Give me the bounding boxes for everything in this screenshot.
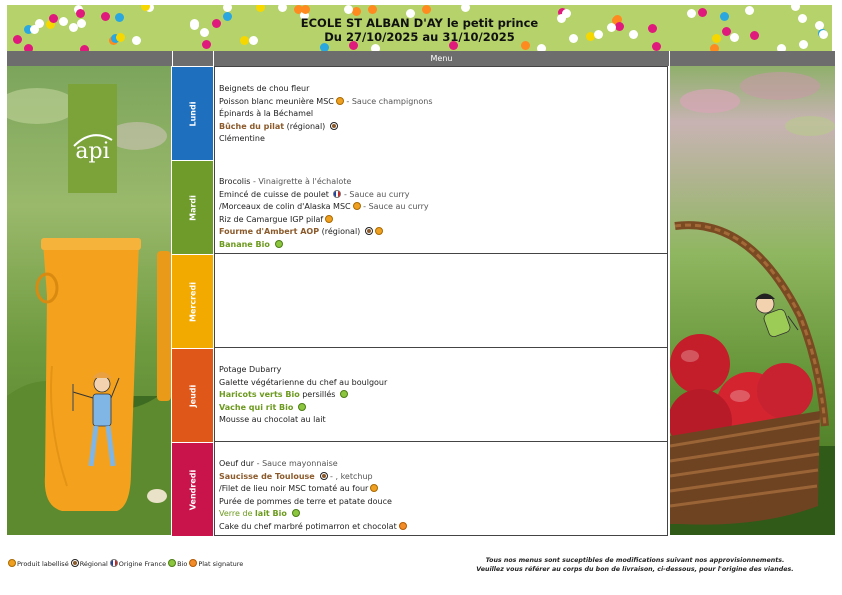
menu-item [219, 83, 663, 96]
menu-item [219, 96, 663, 109]
regional-badge-icon [71, 559, 79, 567]
legend-label: Origine France [118, 560, 167, 568]
dish-text: Galette végétarienne du chef au boulgour [219, 377, 388, 387]
menu-item [219, 483, 663, 496]
menu-cell-mercredi [214, 254, 668, 348]
week-dates: Du 27/10/2025 au 31/10/2025 [324, 30, 515, 44]
menu-item [219, 521, 663, 534]
sauce-text: - Sauce champignons [343, 96, 433, 106]
bio-text: Banane Bio [219, 239, 273, 249]
legend-item [168, 559, 187, 568]
menu-cell-vendredi [214, 442, 668, 536]
legend-label: Régional [79, 560, 108, 568]
regional-badge-icon [330, 122, 338, 130]
menu-item [219, 496, 663, 509]
right-photo-panel [670, 66, 835, 535]
disclaimer-line: Veuillez vous référer au corps du bon de livraison, ci-dessous, pour l'origine des viandes. [476, 566, 794, 573]
bio-badge-icon [298, 403, 306, 411]
sauce-text: - Sauce au curry [360, 202, 429, 212]
menu-cell-lundi [214, 66, 668, 161]
dish-text: Potage Dubarry [219, 365, 282, 374]
disclaimer [440, 556, 830, 574]
day-name: Mercredi [188, 281, 197, 322]
menu-header-bar [7, 51, 835, 66]
decorative-dot [745, 6, 754, 15]
plain-bio-text: Verre de [219, 509, 256, 519]
menu-item [219, 176, 663, 189]
day-name: Lundi [188, 101, 197, 126]
dish-text: (régional) [284, 121, 328, 131]
regional-text: Saucisse de Toulouse [219, 471, 318, 481]
bio-badge-icon [340, 390, 348, 398]
menu-item [219, 389, 663, 402]
regional-badge-icon [320, 472, 328, 480]
dish-text: Épinards à la Béchamel [219, 109, 314, 119]
dish-text: Riz de Camargue IGP pilaf [219, 214, 324, 224]
sauce-text: - Sauce mayonnaise [254, 459, 338, 468]
legend-item [110, 559, 166, 568]
disclaimer-line: Tous nos menus sont suceptibles de modifications suivant nos approvisionnements. [485, 557, 785, 564]
sauce-text: - Vinaigrette à l'échalote [250, 177, 352, 186]
france-badge-icon [110, 559, 118, 567]
menu-item [219, 201, 663, 214]
signature-badge-icon [189, 559, 197, 567]
legend-item [71, 559, 108, 568]
day-name: Vendredi [188, 469, 197, 510]
header-banner [7, 5, 832, 51]
regional-text: Bûche du pilat [219, 121, 285, 131]
menu-cell-jeudi [214, 348, 668, 442]
legend-label: Plat signature [198, 560, 244, 568]
dish-text: Mousse au chocolat au lait [219, 415, 326, 425]
dish-text: Cake du chef marbré potimarron et chocolat [219, 521, 397, 531]
menu-bar-divider [172, 51, 173, 66]
dish-text: /Filet de lieu noir MSC tomaté au four [219, 484, 369, 494]
menu-item [219, 239, 663, 252]
sauce-text: - , ketchup [327, 471, 373, 481]
menu-item [219, 133, 663, 146]
label-badge-icon [8, 559, 16, 567]
decorative-dot [320, 43, 329, 51]
dish-text: Oeuf dur [219, 459, 255, 468]
bio-text: Haricots verts Bio [219, 390, 300, 400]
decorative-dot [461, 5, 470, 12]
day-label-lundi [172, 67, 213, 160]
decorative-dot [223, 5, 232, 12]
decorative-dot [344, 5, 353, 14]
label-badge-icon [336, 97, 344, 105]
decorative-dot [777, 44, 786, 51]
menu-item [219, 364, 663, 377]
day-label-mardi [172, 161, 213, 254]
day-label-jeudi [172, 349, 213, 442]
bio-badge-icon [275, 240, 283, 248]
day-label-vendredi [172, 443, 213, 536]
menu-header-label: Menu [430, 54, 453, 63]
label-badge-icon [353, 202, 361, 210]
decorative-dot [710, 44, 719, 51]
menu-item [219, 471, 663, 484]
decorative-dot [278, 5, 287, 12]
dish-text: Clémentine [219, 134, 265, 144]
menu-item [219, 458, 663, 471]
logo-text: api [75, 139, 110, 164]
legend-label: Produit labellisé [17, 560, 69, 568]
legend [8, 559, 245, 568]
dish-text: persillés [299, 390, 338, 400]
legend-label: Bio [177, 560, 188, 568]
menu-item [219, 414, 663, 427]
menu-item [219, 377, 663, 390]
label-badge-icon [370, 484, 378, 492]
decorative-dot [24, 44, 33, 51]
regional-badge-icon [365, 227, 373, 235]
decorative-dot [422, 5, 431, 14]
decorative-dot [256, 5, 265, 12]
regional-text: Fourme d'Ambert AOP [219, 227, 320, 237]
bio-text: lait Bio [255, 509, 290, 519]
day-label-mercredi [172, 255, 213, 348]
day-name: Mardi [188, 194, 197, 221]
menu-item [219, 189, 663, 202]
dish-text: Brocolis [219, 177, 251, 186]
header-title [7, 16, 832, 44]
apple-basket-illustration [670, 66, 835, 535]
legend-item [189, 559, 243, 568]
school-name: ECOLE ST ALBAN D'AY le petit prince [300, 16, 539, 30]
bio-text: Vache qui rit Bio [219, 402, 297, 412]
decorative-dot [537, 44, 546, 51]
bio-badge-icon [168, 559, 176, 567]
decorative-dot [301, 5, 310, 14]
menu-item [219, 226, 663, 239]
decorative-dot [368, 5, 377, 14]
day-name: Jeudi [188, 384, 197, 407]
signature-badge-icon [399, 522, 407, 530]
label-badge-icon [375, 227, 383, 235]
dish-text: /Morceaux de colin d'Alaska MSC [219, 202, 351, 212]
menu-item [219, 108, 663, 121]
menu-item [219, 402, 663, 415]
dish-text: Beignets de chou fleur [219, 84, 310, 93]
menu-item [219, 214, 663, 227]
menu-bar-divider [669, 51, 670, 66]
menu-item [219, 121, 663, 134]
label-badge-icon [325, 215, 333, 223]
decorative-dot [371, 44, 380, 51]
api-logo [68, 84, 117, 193]
menu-item [219, 508, 663, 521]
dish-text: Purée de pommes de terre et patate douce [219, 496, 392, 506]
sauce-text: - Sauce au curry [341, 189, 410, 199]
decorative-dot [791, 5, 800, 11]
legend-item [8, 559, 69, 568]
bio-badge-icon [292, 509, 300, 517]
dish-text: Poisson blanc meunière MSC [219, 96, 334, 106]
menu-cell-mardi [214, 160, 668, 254]
dish-text: Emincé de cuisse de poulet [219, 189, 332, 199]
left-photo-panel [7, 66, 171, 535]
dish-text: (régional) [319, 227, 363, 237]
decorative-dot [352, 7, 361, 16]
